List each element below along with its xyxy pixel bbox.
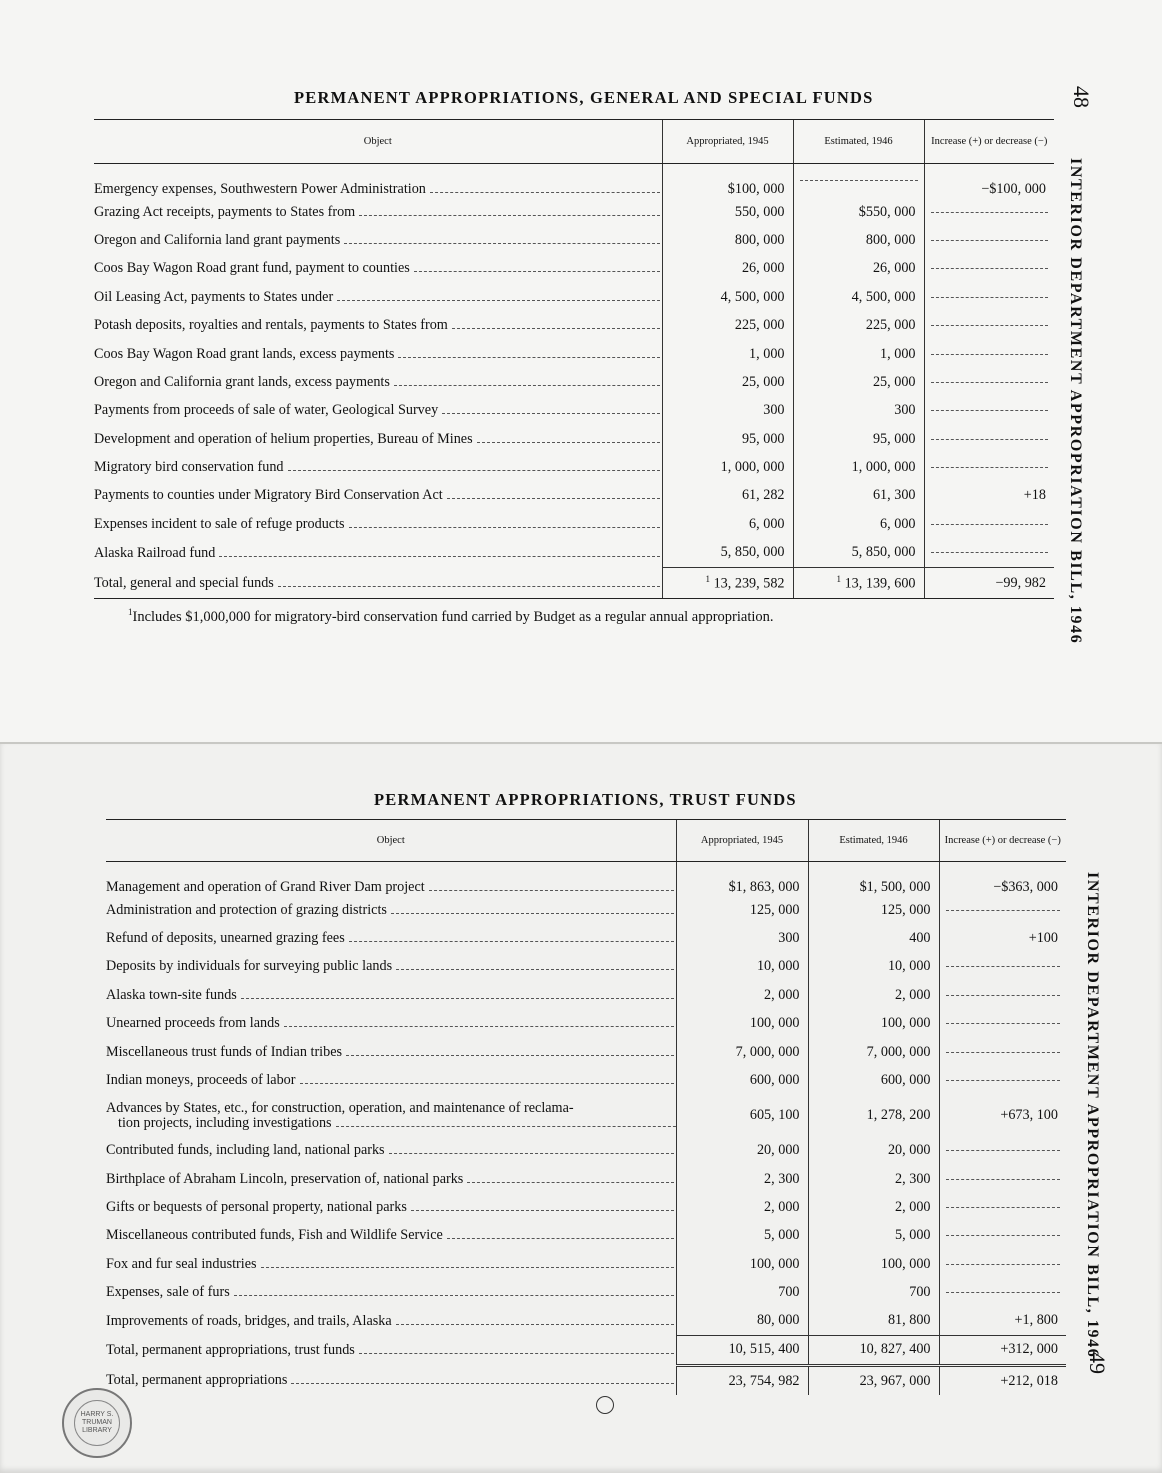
column-header-estimated: Estimated, 1946: [808, 820, 939, 862]
amount-cell: 1, 278, 200: [808, 1095, 939, 1137]
table-row: [106, 1137, 1066, 1165]
table-row: [94, 425, 1054, 453]
amount-cell: +100: [939, 924, 1066, 952]
empty-cell: [939, 1038, 1066, 1066]
empty-cell: [924, 283, 1054, 311]
amount-cell: 1, 000: [662, 340, 793, 368]
row-object: Miscellaneous contributed funds, Fish and Wildlife Service: [106, 1222, 676, 1250]
table-row: [106, 924, 1066, 952]
table-row: [94, 255, 1054, 283]
empty-cell: [924, 311, 1054, 339]
amount-cell: $1, 863, 000: [676, 862, 808, 896]
table-row: [106, 1009, 1066, 1037]
running-side-title: INTERIOR DEPARTMENT APPROPRIATION BILL, 1946: [1084, 872, 1101, 1359]
page-number: 49: [1085, 1352, 1110, 1374]
total-estimated: 23, 967, 000: [808, 1365, 939, 1395]
table-header-row: [94, 120, 1054, 164]
empty-cell: [924, 198, 1054, 226]
total-row: [106, 1335, 1066, 1365]
amount-cell: 100, 000: [808, 1250, 939, 1278]
row-object: Payments to counties under Migratory Bird Conservation Act: [94, 482, 662, 510]
row-object: Development and operation of helium properties, Bureau of Mines: [94, 425, 662, 453]
table-row: [106, 1165, 1066, 1193]
amount-cell: 2, 300: [808, 1165, 939, 1193]
amount-cell: 5, 000: [808, 1222, 939, 1250]
column-header-appropriated: Appropriated, 1945: [676, 820, 808, 862]
row-object: Contributed funds, including land, national parks: [106, 1137, 676, 1165]
table-row: [106, 1222, 1066, 1250]
punch-hole: [596, 1396, 614, 1414]
amount-cell: 95, 000: [793, 425, 924, 453]
column-header-object: Object: [94, 120, 662, 164]
row-object: Unearned proceeds from lands: [106, 1009, 676, 1037]
table-row: [94, 453, 1054, 481]
note-mark: 1: [836, 574, 842, 585]
amount-cell: 7, 000, 000: [676, 1038, 808, 1066]
amount-cell: 400: [808, 924, 939, 952]
row-object: Coos Bay Wagon Road grant fund, payment to counties: [94, 255, 662, 283]
amount-cell: 20, 000: [808, 1137, 939, 1165]
table-row: [106, 1250, 1066, 1278]
amount-cell: 700: [808, 1279, 939, 1307]
amount-cell: 26, 000: [662, 255, 793, 283]
amount-cell: 2, 000: [676, 981, 808, 1009]
row-object: Administration and protection of grazing districts: [106, 896, 676, 924]
amount-cell: 10, 000: [808, 953, 939, 981]
row-object: Birthplace of Abraham Lincoln, preservation of, national parks: [106, 1165, 676, 1193]
amount-cell: 6, 000: [662, 510, 793, 538]
amount-cell: $100, 000: [662, 164, 793, 198]
page-49: [0, 742, 1162, 1473]
total-estimated: $^1$ 13, 139, 600: [793, 567, 924, 599]
total-row: [94, 567, 1054, 599]
column-header-object: Object: [106, 820, 676, 862]
running-side-title: INTERIOR DEPARTMENT APPROPRIATION BILL, 1946: [1067, 158, 1084, 645]
table-row: [106, 896, 1066, 924]
table-row: [94, 340, 1054, 368]
column-header-change: Increase (+) or decrease (−): [924, 120, 1054, 164]
library-stamp: [62, 1388, 132, 1458]
amount-cell: $550, 000: [793, 198, 924, 226]
row-object: Migratory bird conservation fund: [94, 453, 662, 481]
total-change: +312, 000: [939, 1335, 1066, 1365]
amount-cell: 125, 000: [676, 896, 808, 924]
row-object: Alaska town-site funds: [106, 981, 676, 1009]
empty-cell: [939, 896, 1066, 924]
appropriations-table: [106, 819, 1066, 1395]
total-label: Total, general and special funds: [94, 567, 662, 599]
empty-cell: [924, 255, 1054, 283]
table-row: [94, 397, 1054, 425]
row-object: Gifts or bequests of personal property, national parks: [106, 1193, 676, 1221]
row-object: Fox and fur seal industries: [106, 1250, 676, 1278]
empty-cell: [793, 164, 924, 198]
amount-cell: 300: [676, 924, 808, 952]
table-row: [106, 1279, 1066, 1307]
empty-cell: [939, 1137, 1066, 1165]
amount-cell: 600, 000: [808, 1066, 939, 1094]
amount-cell: 25, 000: [662, 368, 793, 396]
row-object-line-2: tion projects, including investigations: [118, 1114, 332, 1131]
row-object: Expenses, sale of furs: [106, 1279, 676, 1307]
table-row: [94, 482, 1054, 510]
amount-cell: 100, 000: [808, 1009, 939, 1037]
total-estimated: 10, 827, 400: [808, 1335, 939, 1365]
table-row: [106, 1193, 1066, 1221]
amount-cell: 100, 000: [676, 1009, 808, 1037]
amount-cell: 1, 000, 000: [662, 453, 793, 481]
row-object: Oil Leasing Act, payments to States under: [94, 283, 662, 311]
table-row: [94, 164, 1054, 198]
appropriations-table: [94, 119, 1054, 599]
amount-cell: 100, 000: [676, 1250, 808, 1278]
footnote-text: Includes $1,000,000 for migratory-bird conservation fund carried by Budget as a regular annual appropriation.: [132, 608, 774, 625]
table-row: [94, 510, 1054, 538]
total-label: Total, permanent appropriations: [106, 1365, 676, 1395]
table-row: [106, 1038, 1066, 1066]
column-header-appropriated: Appropriated, 1945: [662, 120, 793, 164]
amount-cell: 61, 282: [662, 482, 793, 510]
amount-cell: 600, 000: [676, 1066, 808, 1094]
amount-cell: 300: [793, 397, 924, 425]
amount-cell: 700: [676, 1279, 808, 1307]
empty-cell: [924, 510, 1054, 538]
empty-cell: [939, 981, 1066, 1009]
table-row: [94, 311, 1054, 339]
amount-cell: −$363, 000: [939, 862, 1066, 896]
table-bottom-rule: [94, 598, 1054, 599]
amount-cell: +673, 100: [939, 1095, 1066, 1137]
row-object: Refund of deposits, unearned grazing fees: [106, 924, 676, 952]
row-object: Improvements of roads, bridges, and trails, Alaska: [106, 1307, 676, 1335]
total-label: Total, permanent appropriations, trust funds: [106, 1335, 676, 1365]
amount-cell: 300: [662, 397, 793, 425]
amount-cell: 5, 850, 000: [793, 539, 924, 568]
row-object: Deposits by individuals for surveying public lands: [106, 953, 676, 981]
row-object: Indian moneys, proceeds of labor: [106, 1066, 676, 1094]
total-change: −99, 982: [924, 567, 1054, 599]
total-appropriated: 23, 754, 982: [676, 1365, 808, 1395]
table-row: [94, 539, 1054, 568]
table-row: [94, 283, 1054, 311]
total-appropriated: 10, 515, 400: [676, 1335, 808, 1365]
row-object: Expenses incident to sale of refuge products: [94, 510, 662, 538]
amount-cell: 2, 000: [808, 1193, 939, 1221]
total-change: +212, 018: [939, 1365, 1066, 1395]
empty-cell: [924, 453, 1054, 481]
column-header-estimated: Estimated, 1946: [793, 120, 924, 164]
page-title: PERMANENT APPROPRIATIONS, GENERAL AND SPECIAL FUNDS: [294, 88, 874, 107]
table-row: [106, 953, 1066, 981]
empty-cell: [939, 1250, 1066, 1278]
table-header-row: [106, 820, 1066, 862]
row-object: Coos Bay Wagon Road grant lands, excess payments: [94, 340, 662, 368]
empty-cell: [924, 425, 1054, 453]
table-row: [106, 981, 1066, 1009]
amount-cell: 800, 000: [793, 226, 924, 254]
amount-cell: 80, 000: [676, 1307, 808, 1335]
amount-cell: 7, 000, 000: [808, 1038, 939, 1066]
table-row: [106, 1307, 1066, 1335]
row-object: Payments from proceeds of sale of water, Geological Survey: [94, 397, 662, 425]
footnote: [128, 607, 774, 626]
note-mark: 1: [705, 574, 711, 585]
empty-cell: [939, 1279, 1066, 1307]
amount-cell: 95, 000: [662, 425, 793, 453]
amount-cell: +1, 800: [939, 1307, 1066, 1335]
amount-cell: 1, 000, 000: [793, 453, 924, 481]
footnote-mark: 1: [128, 607, 133, 617]
amount-cell: 4, 500, 000: [662, 283, 793, 311]
amount-cell: 225, 000: [793, 311, 924, 339]
amount-cell: 61, 300: [793, 482, 924, 510]
amount-cell: 20, 000: [676, 1137, 808, 1165]
table-row: [106, 1095, 1066, 1137]
empty-cell: [939, 1066, 1066, 1094]
empty-cell: [924, 340, 1054, 368]
amount-cell: 2, 000: [676, 1193, 808, 1221]
page-number: 48: [1069, 86, 1094, 108]
amount-cell: 26, 000: [793, 255, 924, 283]
amount-cell: 25, 000: [793, 368, 924, 396]
row-object-line-1: Advances by States, etc., for construction, operation, and maintenance of reclama-: [106, 1099, 574, 1116]
amount-cell: $1, 500, 000: [808, 862, 939, 896]
empty-cell: [924, 226, 1054, 254]
amount-cell: 10, 000: [676, 953, 808, 981]
row-object: Oregon and California grant lands, excess payments: [94, 368, 662, 396]
page-title: PERMANENT APPROPRIATIONS, TRUST FUNDS: [374, 790, 797, 809]
total-row: [106, 1365, 1066, 1395]
amount-cell: 5, 000: [676, 1222, 808, 1250]
library-stamp-text: HARRY S. TRUMAN LIBRARY: [74, 1400, 120, 1446]
row-object: Potash deposits, royalties and rentals, payments to States from: [94, 311, 662, 339]
amount-cell: 2, 000: [808, 981, 939, 1009]
row-object: Miscellaneous trust funds of Indian tribes: [106, 1038, 676, 1066]
table-row: [106, 1066, 1066, 1094]
amount-cell: 125, 000: [808, 896, 939, 924]
empty-cell: [939, 1193, 1066, 1221]
amount-cell: 605, 100: [676, 1095, 808, 1137]
total-appropriated: $^1$ 13, 239, 582: [662, 567, 793, 599]
amount-cell: 6, 000: [793, 510, 924, 538]
row-object: Management and operation of Grand River Dam project: [106, 862, 676, 896]
row-object: Emergency expenses, Southwestern Power Administration: [94, 164, 662, 198]
amount-cell: 4, 500, 000: [793, 283, 924, 311]
amount-cell: −$100, 000: [924, 164, 1054, 198]
row-object: Oregon and California land grant payments: [94, 226, 662, 254]
table-row: [94, 226, 1054, 254]
amount-cell: +18: [924, 482, 1054, 510]
amount-cell: 225, 000: [662, 311, 793, 339]
empty-cell: [939, 1165, 1066, 1193]
amount-cell: 550, 000: [662, 198, 793, 226]
empty-cell: [924, 539, 1054, 568]
amount-cell: 5, 850, 000: [662, 539, 793, 568]
table-row: [106, 862, 1066, 896]
empty-cell: [939, 1222, 1066, 1250]
empty-cell: [924, 397, 1054, 425]
table-row: [94, 198, 1054, 226]
table-row: [94, 368, 1054, 396]
empty-cell: [924, 368, 1054, 396]
column-header-change: Increase (+) or decrease (−): [939, 820, 1066, 862]
amount-cell: 1, 000: [793, 340, 924, 368]
empty-cell: [939, 953, 1066, 981]
amount-cell: 81, 800: [808, 1307, 939, 1335]
empty-cell: [939, 1009, 1066, 1037]
row-object: Alaska Railroad fund: [94, 539, 662, 568]
row-object: Grazing Act receipts, payments to States from: [94, 198, 662, 226]
amount-cell: 2, 300: [676, 1165, 808, 1193]
row-object: [106, 1095, 676, 1137]
amount-cell: 800, 000: [662, 226, 793, 254]
